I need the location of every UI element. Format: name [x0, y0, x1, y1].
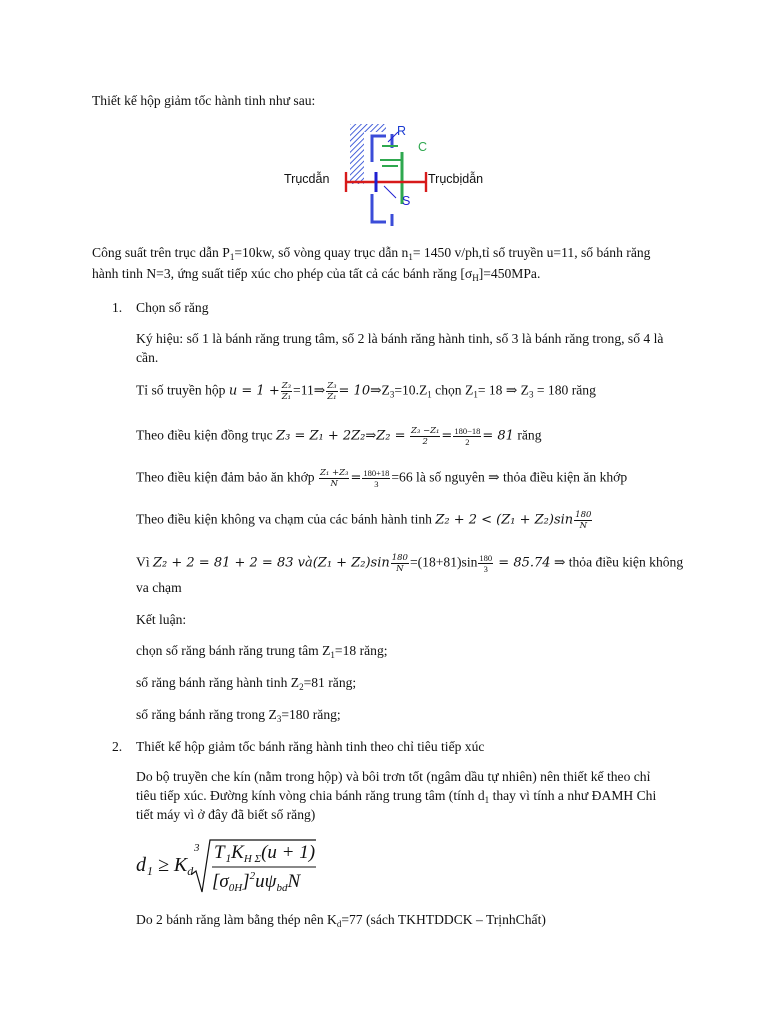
output-shaft-label: Trụcbịdẫn [428, 172, 484, 186]
power-text-a: Công suất trên trục dẫn P [92, 245, 230, 260]
formula-denominator: $[\sigma_{0H}]^2u\psi_{bd}N$ [212, 870, 301, 894]
coaxial-condition: Theo điều kiện đồng trục Z₃ = Z₁ + 2Z₂⇒Z₂ = $\frac{\text{Z₃ −Z₁}}{2}$ = $\frac{180-18}{2}$ = 81 răng [136, 426, 542, 447]
sun-label: S [402, 194, 411, 208]
coax-frac-2: $\frac{180-18}{2}$ [454, 426, 481, 447]
power-sub: 1 [229, 252, 235, 262]
section-1-title: Chọn số răng [136, 300, 209, 315]
vi-prefix: Vì [136, 554, 150, 570]
ratio-frac-2: $\frac{\text{Z₃}}{\text{Z₁}}$ [327, 381, 337, 402]
planetary-gear-diagram [284, 116, 514, 244]
input-shaft-label: Trụcdẫn [284, 172, 330, 186]
sigma-sub: H [472, 273, 479, 283]
ratio-frac-1: $\frac{\text{Z₃}}{\text{Z₁}}$ [281, 381, 292, 402]
vi-result: = 85.74 [494, 555, 551, 571]
formula-numerator: $T_1K_{H \Sigma}(u + 1)$ [214, 842, 316, 865]
housing-hatch-top [364, 124, 386, 132]
ring-gear-lower [372, 194, 386, 222]
ring-gear [372, 136, 386, 162]
meshing-condition: Theo điều kiện đảm bảo ăn khớp $\frac{\text{Z₁ +Z₃}}{N}$ = $\frac{180+18}{3}$ =66 là số nguyên ⇒ thỏa điều kiện ăn khớp [136, 468, 628, 489]
conclusion-item-2: số răng bánh răng hành tinh $Z_2=81$ răng; [136, 675, 357, 692]
ratio-mid: =11⇒ [293, 382, 326, 398]
housing-hatch [350, 124, 364, 184]
power-text-b: =10kw, số vòng quay trục dẫn n [234, 245, 409, 260]
no-collision-condition [136, 510, 593, 531]
section-2-number: 2. [112, 739, 123, 754]
coax-frac-1: $\frac{\text{Z₃ −Z₁}}{2}$ [410, 426, 440, 447]
diameter-formula [136, 838, 396, 896]
section-2-title: Thiết kế hộp giảm tốc bánh răng hành tinh theo chỉ tiêu tiếp xúc [136, 739, 485, 754]
speed-sub: 1 [408, 252, 413, 262]
ratio-eq: u = 1 + [228, 383, 280, 399]
mesh-prefix: Theo điều kiện đảm bảo ăn khớp [136, 469, 315, 485]
ratio-prefix: Tỉ số truyền hộp [136, 382, 226, 398]
conclusion-item-1: chọn số răng bánh răng trung tâm $Z_1=18$ răng; [136, 643, 388, 660]
coax-prefix: Theo điều kiện đồng trục [136, 427, 273, 443]
intro-text: Thiết kế hộp giảm tốc hành tinh như sau: [92, 93, 316, 108]
conclusion-item-3: số răng bánh răng trong $Z_3=180$ răng; [136, 707, 341, 724]
check-line-2: va chạm [136, 580, 182, 595]
power-text-d: hành tinh N=3, ứng suất tiếp xúc cho phép của tất cả các bánh răng [σ [92, 266, 473, 281]
conclusion-heading: Kết luận: [136, 612, 187, 627]
formula-lhs: $d_1 \ge K_d$ [136, 854, 194, 878]
design-paragraph-line-2: tiêu tiếp xúc. Đường kính vòng chia bánh răng trung tâm (tính $d_1$ thay vì tính a như ĐAMH Chi [136, 788, 657, 805]
ratio-eq10: = 10 [338, 383, 371, 399]
vi-eq2: (Z₁ + Z₂)sin [312, 555, 390, 571]
power-line-1 [92, 245, 650, 262]
ring-label: R [397, 124, 407, 138]
formula-root-index: 3 [194, 842, 200, 854]
mesh-frac-2: $\frac{180+18}{3}$ [363, 468, 390, 489]
sun-pointer [384, 186, 396, 198]
design-paragraph-line-3: tiết máy vì ở đây đã biết số răng) [136, 807, 316, 822]
nocol-frac: $\frac{180}{N}$ [575, 510, 592, 531]
power-line-2 [92, 266, 540, 283]
design-paragraph-line-1: Do bộ truyền che kín (nằm trong hộp) và bôi trơn tốt (ngâm dầu tự nhiên) nên thiết kế theo chỉ [136, 769, 651, 784]
ratio-equation: Tỉ số truyền hộp u = 1 + $\frac{\text{Z₃}}{\text{Z₁}}$ =11⇒ $\frac{\text{Z₃}}{\text{Z₁}}$ = $10\Rightarrow Z_3=10.Z_1$ chọn $Z_1= 18$ ⇒ $Z_3 = 180$ răng [136, 381, 596, 402]
vi-eq1: Z₂ + 2 = 81 + 2 = 83 [153, 555, 294, 571]
power-text-c: = 1450 v/ph,tỉ số truyền u=11, số bánh răng [412, 245, 651, 260]
mesh-frac-1: $\frac{\text{Z₁ +Z₃}}{N}$ [319, 468, 349, 489]
power-text-e: ]=450MPa. [478, 266, 541, 281]
nocol-eq: Z₂ + 2 < (Z₁ + Z₂)sin [435, 512, 574, 528]
coax-eq: Z₃ = Z₁ + 2Z₂⇒Z₂ = [276, 428, 406, 444]
kd-statement: Do 2 bánh răng làm bằng thép nên $K_d=77$ (sách TKHTDDCK – TrịnhChất) [136, 912, 546, 929]
check-line: Vì Z₂ + 2 = 81 + 2 = 83 và(Z₁ + Z₂)sin $\frac{180}{N}$ =(18+81)sin $\frac{180}{3}$ = 85.74 ⇒ thỏa điều kiện không [136, 553, 684, 574]
carrier-label: C [418, 140, 428, 154]
vi-frac-1: $\frac{180}{N}$ [391, 553, 408, 574]
notation-line-1: Ký hiệu: số 1 là bánh răng trung tâm, số 2 là bánh răng hành tinh, số 3 là bánh răng trong, số 4 là [136, 331, 664, 346]
nocol-prefix: Theo điều kiện không va chạm của các bánh hành tinh [136, 511, 432, 527]
section-1-number: 1. [112, 300, 123, 315]
coax-result: = 81 [482, 428, 514, 444]
notation-line-2: cần. [136, 350, 159, 365]
mesh-tail: =66 là số nguyên ⇒ thỏa điều kiện ăn khớp [391, 469, 628, 485]
vi-frac-2: $\frac{180}{3}$ [479, 553, 493, 574]
